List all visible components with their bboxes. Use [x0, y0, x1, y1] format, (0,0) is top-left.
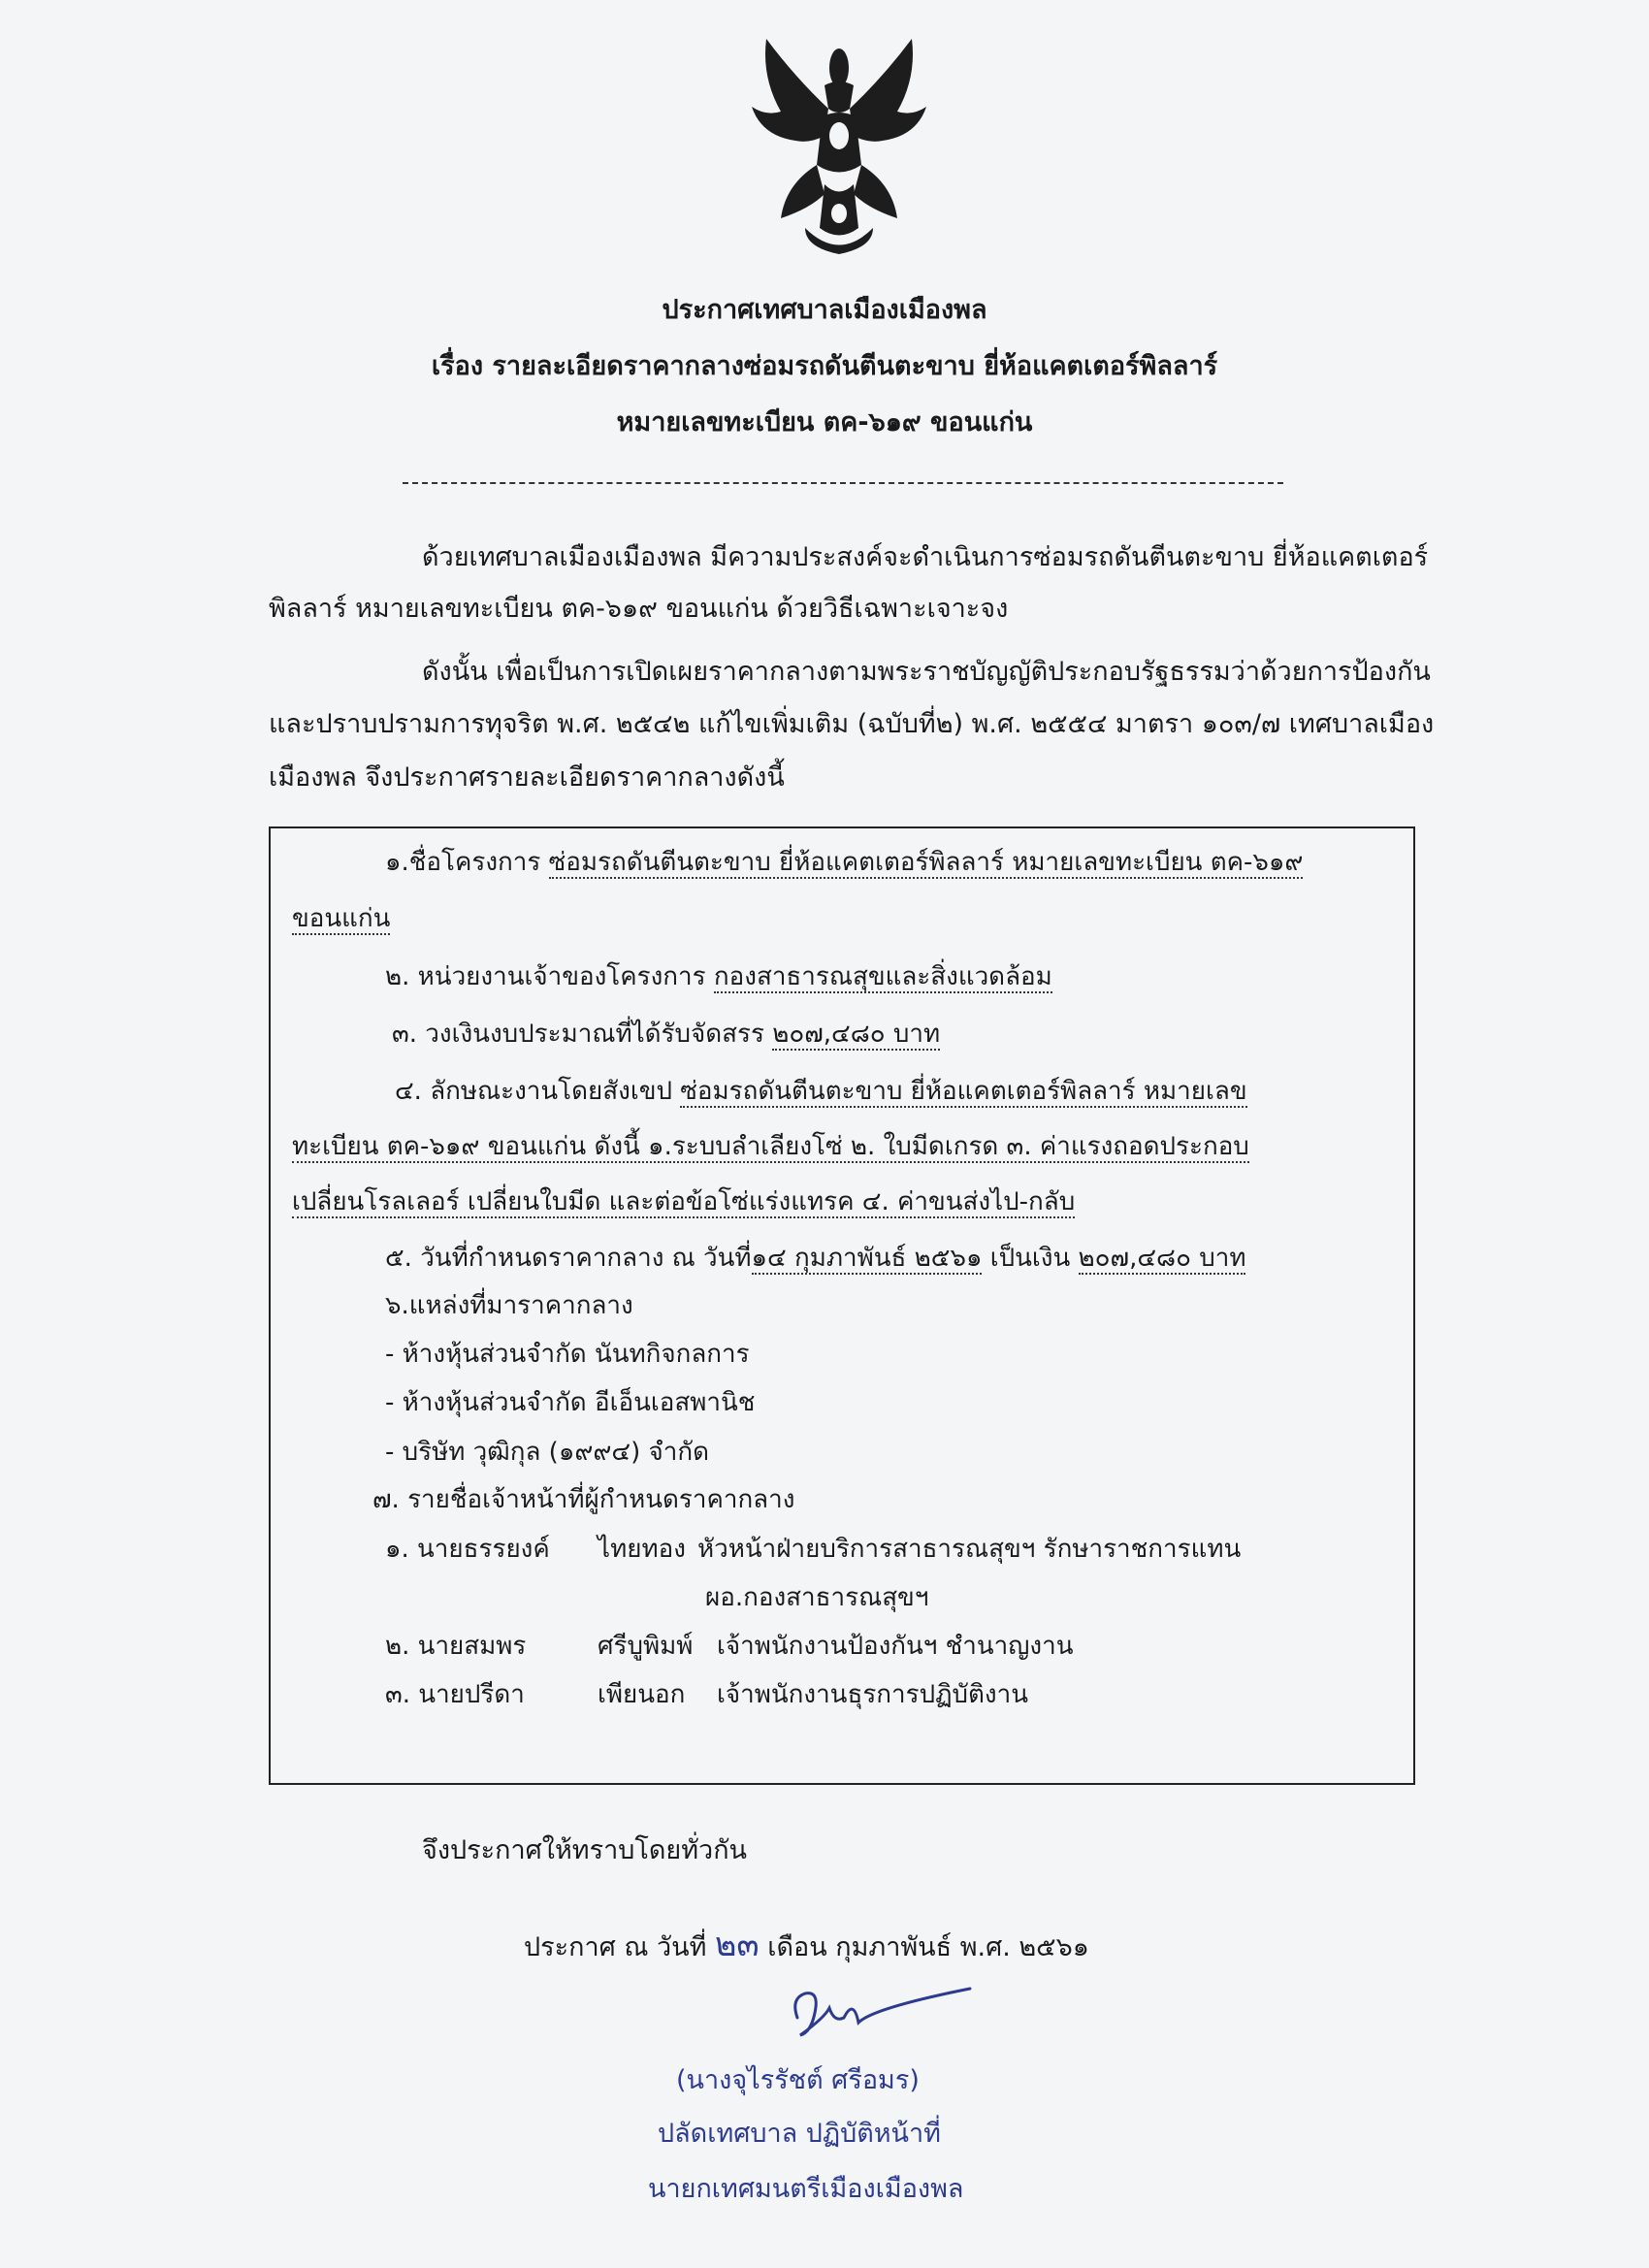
- officer-2-surname: ศรีบูพิมพ์: [598, 1632, 694, 1661]
- header-registration: หมายเลขทะเบียน ตค-๖๑๙ ขอนแก่น: [616, 407, 1033, 437]
- header-title: ประกาศเทศบาลเมืองเมืองพล: [662, 295, 987, 325]
- intro-p1-line1: ด้วยเทศบาลเมืองเมืองพล มีความประสงค์จะดำเนินการซ่อมรถดันตีนตะขาบ ยี่ห้อแคตเตอร์: [422, 542, 1429, 572]
- item-scope: [395, 1077, 1247, 1106]
- signature-icon: [786, 1979, 980, 2047]
- item-budget-label: ๓. วงเงินงบประมาณที่ได้รับจัดสรร: [392, 1020, 773, 1049]
- item-scope-cont2: [292, 1187, 1075, 1216]
- item-budget: [392, 1020, 940, 1049]
- item-officers-label: ๗. รายชื่อเจ้าหน้าที่ผู้กำหนดราคากลาง: [372, 1485, 795, 1514]
- intro-p2-line3: เมืองพล จึงประกาศรายละเอียดราคากลางดังนี้: [269, 762, 785, 793]
- item-sources-label: ๖.แหล่งที่มาราคากลาง: [385, 1291, 633, 1320]
- signer-name: (นางจุไรรัชต์ ศรีอมร): [676, 2065, 920, 2095]
- officer-2-name: ๒. นายสมพร: [385, 1632, 527, 1661]
- officer-2-position: เจ้าพนักงานป้องกันฯ ชำนาญงาน: [717, 1632, 1074, 1661]
- item-agency-label: ๒. หน่วยงานเจ้าของโครงการ: [385, 962, 714, 991]
- item-price-amount: ๒๐๗,๔๘๐ บาท: [1078, 1244, 1246, 1273]
- signer-title: นายกเทศมนตรีเมืองเมืองพล: [648, 2174, 964, 2204]
- signer-position: ปลัดเทศบาล ปฏิบัติหน้าที่: [658, 2119, 941, 2149]
- item-budget-value: ๒๐๗,๔๘๐ บาท: [772, 1020, 941, 1049]
- header-divider: [403, 482, 1283, 484]
- officer-3-position: เจ้าพนักงานธุรการปฏิบัติงาน: [717, 1680, 1029, 1709]
- item-price-date-value: ๑๔ กุมภาพันธ์ ๒๕๖๑: [751, 1244, 983, 1273]
- closing-date-rest: เดือน กุมภาพันธ์ พ.ศ. ๒๕๖๑: [767, 1932, 1089, 1962]
- item-price-date-mid: เป็นเงิน: [982, 1244, 1079, 1273]
- item-price-date-label: ๕. วันที่กำหนดราคากลาง ณ วันที่: [385, 1244, 752, 1273]
- details-box: [269, 826, 1415, 1785]
- item-scope-label: ๔. ลักษณะงานโดยสังเขป: [395, 1077, 681, 1106]
- item-scope-value3: เปลี่ยนโรลเลอร์ เปลี่ยนใบมีด และต่อข้อโซ่แร่งแทรค ๔. ค่าขนส่งไป-กลับ: [292, 1187, 1076, 1216]
- officer-3-name: ๓. นายปรีดา: [385, 1680, 525, 1709]
- garuda-emblem-icon: [728, 39, 951, 262]
- closing-announce: จึงประกาศให้ทราบโดยทั่วกัน: [422, 1835, 747, 1865]
- intro-p1-line2: พิลลาร์ หมายเลขทะเบียน ตค-๖๑๙ ขอนแก่น ด้วยวิธีเฉพาะเจาะจง: [269, 594, 1009, 624]
- intro-p2-line2: และปราบปรามการทุจริต พ.ศ. ๒๕๔๒ แก้ไขเพิ่มเติม (ฉบับที่๒) พ.ศ. ๒๕๕๔ มาตรา ๑๐๓/๗ เทศบาลเมือง: [269, 709, 1435, 739]
- officer-1-name: ๑. นายธรรยงค์: [385, 1535, 550, 1564]
- item-project-label: ๑.ชื่อโครงการ: [385, 848, 549, 877]
- item-agency-value: กองสาธารณสุขและสิ่งแวดล้อม: [713, 962, 1052, 991]
- item-agency: [385, 962, 1052, 991]
- officer-1-position: หัวหน้าฝ่ายบริการสาธารณสุขฯ รักษาราชการแทน: [697, 1535, 1242, 1564]
- item-scope-cont1: [292, 1132, 1249, 1161]
- item-scope-value2: ทะเบียน ตค-๖๑๙ ขอนแก่น ดังนี้ ๑.ระบบลำเลียงโซ่ ๒. ใบมีดเกรด ๓. ค่าแรงถอดประกอบ: [292, 1132, 1249, 1161]
- header-subject: เรื่อง รายละเอียดราคากลางซ่อมรถดันตีนตะขาบ ยี่ห้อแคตเตอร์พิลลาร์: [431, 351, 1218, 381]
- item-project: [385, 848, 1303, 877]
- closing-date: [524, 1926, 1089, 1964]
- item-source-3: - บริษัท วุฒิกุล (๑๙๙๔) จำกัด: [385, 1438, 709, 1467]
- item-scope-value1: ซ่อมรถดันตีนตะขาบ ยี่ห้อแคตเตอร์พิลลาร์ หมายเลข: [680, 1077, 1247, 1106]
- item-project-cont: [292, 904, 390, 933]
- closing-date-day: ๒๓: [715, 1926, 760, 1964]
- officer-1-surname: ไทยทอง: [598, 1535, 686, 1564]
- intro-p2-line1: ดังนั้น เพื่อเป็นการเปิดเผยราคากลางตามพระราชบัญญัติประกอบรัฐธรรมว่าด้วยการป้องกัน: [422, 657, 1431, 687]
- item-source-2: - ห้างหุ้นส่วนจำกัด อีเอ็นเอสพานิช: [385, 1388, 756, 1417]
- item-price-date: [385, 1244, 1245, 1273]
- closing-date-prefix: ประกาศ ณ วันที่: [524, 1932, 707, 1962]
- item-project-value: ซ่อมรถดันตีนตะขาบ ยี่ห้อแคตเตอร์พิลลาร์ หมายเลขทะเบียน ตค-๖๑๙: [548, 848, 1304, 877]
- officer-3-surname: เพียนอก: [598, 1680, 686, 1709]
- item-source-1: - ห้างหุ้นส่วนจำกัด นันทกิจกลการ: [385, 1340, 750, 1369]
- item-project-value2: ขอนแก่น: [292, 904, 391, 933]
- officer-1-position2: ผอ.กองสาธารณสุขฯ: [705, 1583, 929, 1612]
